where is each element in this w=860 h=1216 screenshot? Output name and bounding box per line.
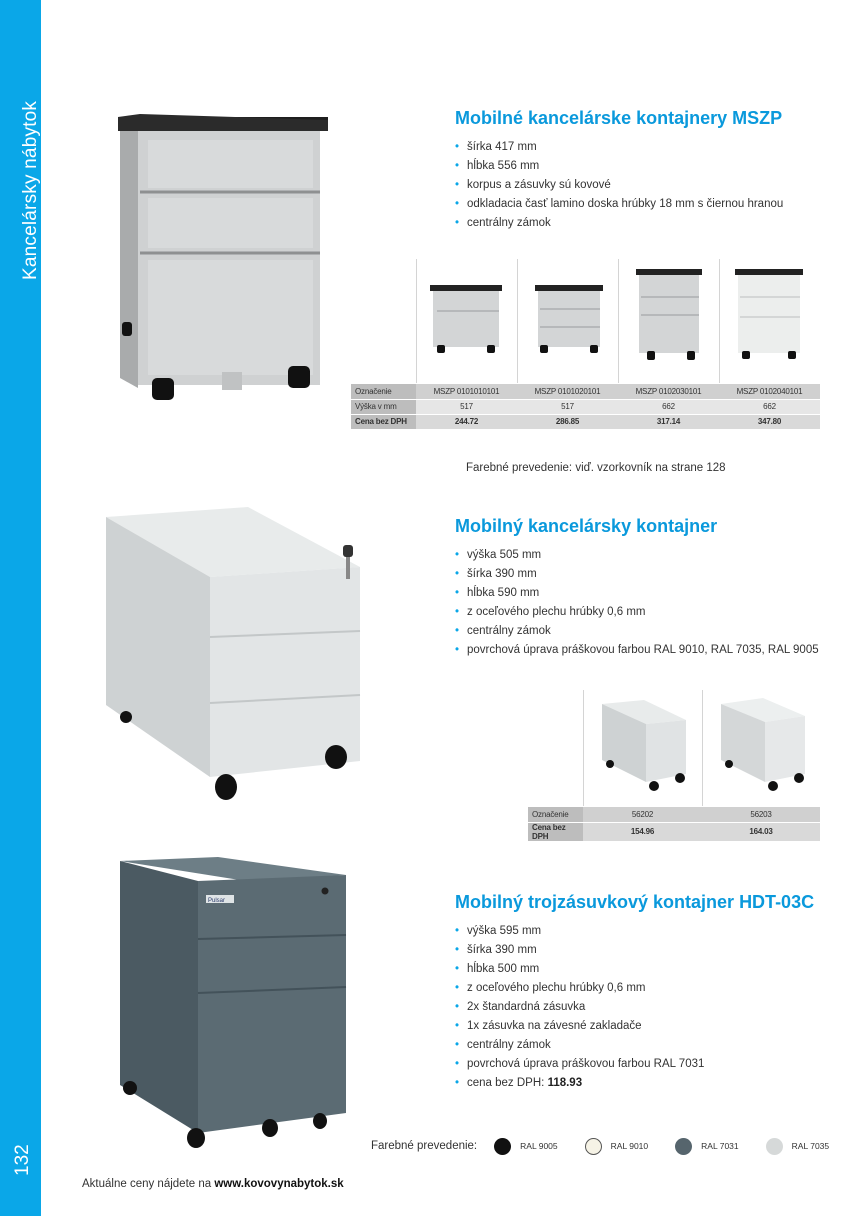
feature-item: • šírka 390 mm: [455, 941, 704, 960]
mszp-features: [455, 138, 783, 233]
swatch-ral-9010: [585, 1138, 649, 1155]
table-cell: 56202: [583, 807, 702, 822]
feature-item: • centrálny zámok: [455, 214, 783, 233]
mobile-thumb-2: [702, 690, 820, 806]
table-cell: 662: [719, 399, 820, 414]
page-number: 132: [12, 1144, 33, 1176]
feature-item: • výška 505 mm: [455, 546, 819, 565]
mszp-thumb-4: [719, 259, 820, 383]
color-variants-label: Farebné prevedenie:: [371, 1140, 478, 1152]
section-title: Kancelársky nábytok: [20, 100, 41, 280]
row-label: Cena bez DPH: [528, 822, 583, 841]
sidebar: [0, 0, 41, 1216]
table-cell: MSZP 0101020101: [517, 384, 618, 399]
price-value: 118.93: [547, 1077, 583, 1089]
product-title-mobile: Mobilný kancelársky kontajner: [455, 516, 718, 536]
color-dot: [766, 1138, 783, 1155]
swatch-label: RAL 9010: [610, 1141, 649, 1151]
color-note: Farebné prevedenie: viď. vzorkovník na strane 128: [466, 462, 726, 474]
row-label: Označenie: [528, 807, 583, 822]
mobile-features: [455, 546, 819, 660]
table-cell: 154.96: [583, 822, 702, 841]
table-cell: 517: [416, 399, 517, 414]
footer: [82, 1178, 344, 1190]
table-cell: 317.14: [618, 414, 719, 429]
swatch-ral-7035: [766, 1138, 830, 1155]
table-cell: 56203: [702, 807, 820, 822]
hdt-features: [455, 922, 704, 1093]
row-label: Výška v mm: [351, 399, 416, 414]
mszp-spec-table: [351, 384, 820, 430]
price-label: cena bez DPH:: [467, 1077, 545, 1089]
feature-item: • odkladacia časť lamino doska hrúbky 18 mm s čiernou hranou: [455, 195, 783, 214]
product-title-hdt: Mobilný trojzásuvkový kontajner HDT-03C: [455, 892, 815, 912]
feature-item: • hĺbka 500 mm: [455, 960, 704, 979]
website-link[interactable]: www.kovovynabytok.sk: [214, 1178, 344, 1190]
table-cell: 347.80: [719, 414, 820, 429]
table-row: [528, 807, 820, 822]
feature-item: • centrálny zámok: [455, 1036, 704, 1055]
table-row: [351, 414, 820, 429]
feature-item: • šírka 390 mm: [455, 565, 819, 584]
feature-item: • z oceľového plechu hrúbky 0,6 mm: [455, 979, 704, 998]
table-cell: 244.72: [416, 414, 517, 429]
mszp-thumb-3: [618, 259, 719, 383]
color-dot: [585, 1138, 602, 1155]
mobile-spec-table: [528, 807, 820, 842]
table-cell: MSZP 0102030101: [618, 384, 719, 399]
table-cell: 286.85: [517, 414, 618, 429]
color-dot: [675, 1138, 692, 1155]
feature-item: • 1x zásuvka na závesné zakladače: [455, 1017, 704, 1036]
feature-item: • hĺbka 590 mm: [455, 584, 819, 603]
footer-text: Aktuálne ceny nájdete na: [82, 1178, 215, 1190]
swatch-ral-9005: [494, 1138, 558, 1155]
feature-item: • centrálny zámok: [455, 622, 819, 641]
feature-item: • povrchová úprava práškovou farbou RAL 9010, RAL 7035, RAL 9005: [455, 641, 819, 660]
table-cell: MSZP 0102040101: [719, 384, 820, 399]
mobile-thumb-1: [583, 690, 702, 806]
feature-item: • šírka 417 mm: [455, 138, 783, 157]
table-row: [351, 384, 820, 399]
table-cell: MSZP 0101010101: [416, 384, 517, 399]
table-cell: 517: [517, 399, 618, 414]
feature-item: • z oceľového plechu hrúbky 0,6 mm: [455, 603, 819, 622]
swatch-label: RAL 7031: [701, 1141, 739, 1151]
row-label: Označenie: [351, 384, 416, 399]
feature-item: • korpus a zásuvky sú kovové: [455, 176, 783, 195]
table-row: [528, 822, 820, 841]
swatch-ral-7031: [675, 1138, 739, 1155]
swatch-label: RAL 9005: [520, 1141, 558, 1151]
feature-item: • výška 595 mm: [455, 922, 704, 941]
mszp-thumb-1: [416, 259, 517, 383]
swatch-label: RAL 7035: [791, 1141, 830, 1151]
feature-item: • hĺbka 556 mm: [455, 157, 783, 176]
mszp-thumb-2: [517, 259, 618, 383]
mobile-container-image: [98, 505, 366, 803]
table-row: [351, 399, 820, 414]
row-label: Cena bez DPH: [351, 414, 416, 429]
price-item: [455, 1074, 704, 1093]
hdt-03c-image: [114, 855, 354, 1149]
table-cell: 662: [618, 399, 719, 414]
color-variants: [371, 1134, 829, 1158]
brand-logo: Pulsar: [208, 898, 226, 904]
table-cell: 164.03: [702, 822, 820, 841]
mszp-main-image: [110, 110, 335, 405]
product-title-mszp: Mobilné kancelárske kontajnery MSZP: [455, 108, 783, 128]
feature-item: • povrchová úprava práškovou farbou RAL 7031: [455, 1055, 704, 1074]
color-dot: [494, 1138, 511, 1155]
feature-item: • 2x štandardná zásuvka: [455, 998, 704, 1017]
